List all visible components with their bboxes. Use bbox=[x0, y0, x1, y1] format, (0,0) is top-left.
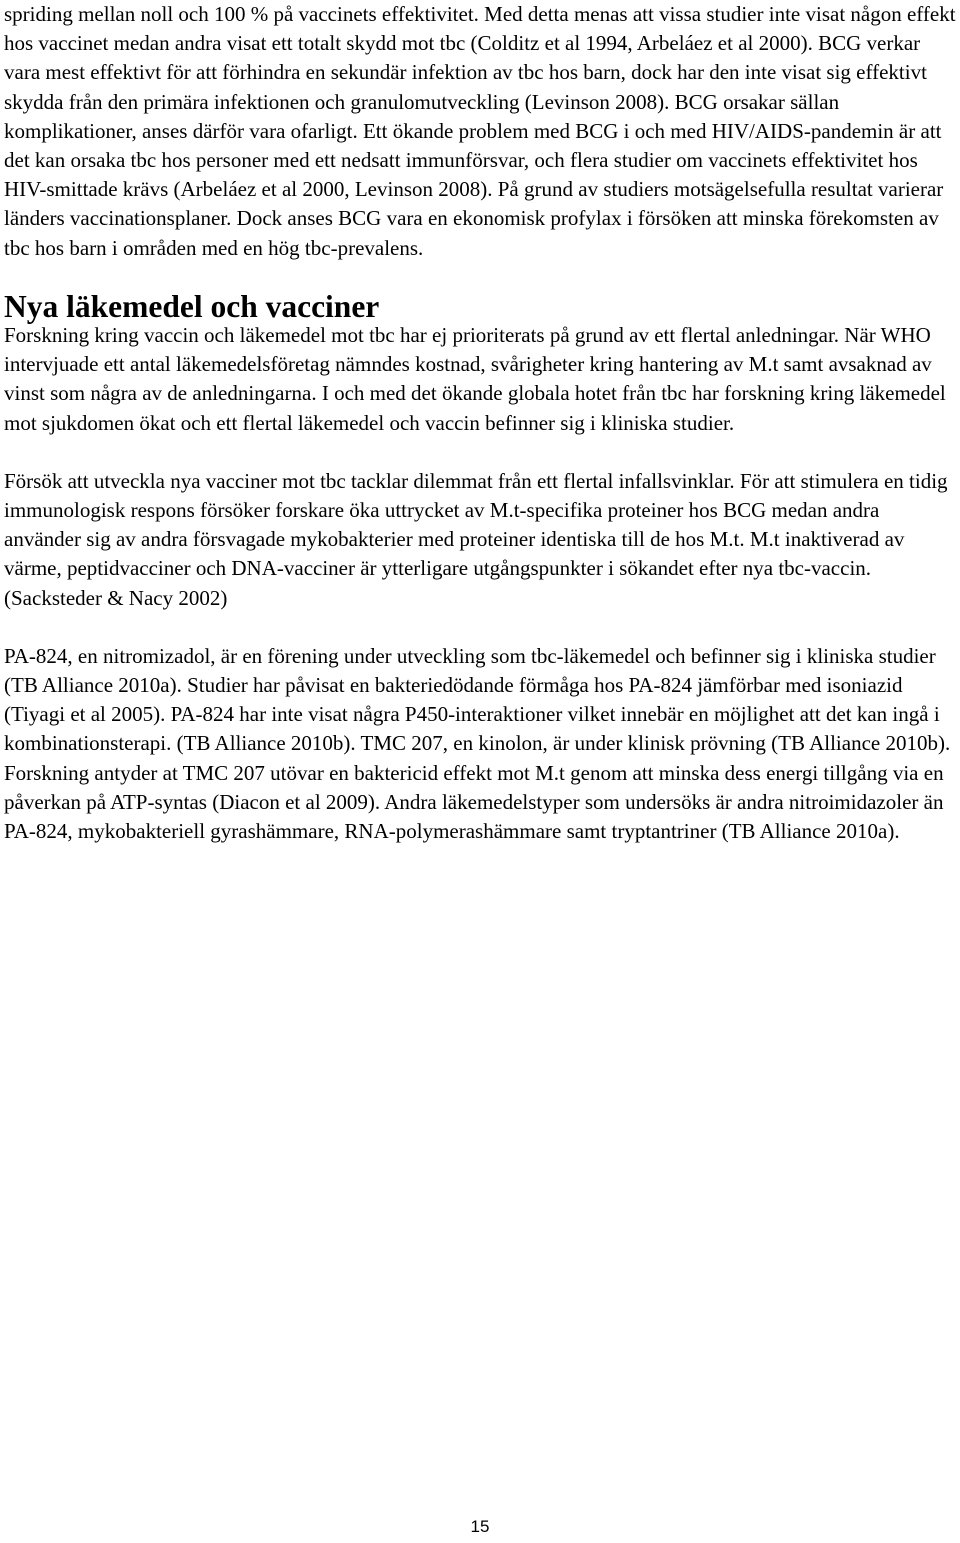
body-paragraph-new-vaccines: Försök att utveckla nya vacciner mot tbc tacklar dilemmat från ett flertal infallsvinklar. För att stimulera en tidig immunologisk respons försöker forskare öka uttrycket av M.t-specifika proteiner hos BCG medan andra använder sig av andra försvagade mykobakterier med proteiner identiska till de hos M.t. M.t inaktiverad av värme, peptidvacciner och DNA-vacciner är ytterligare utgångspunkter i sökandet efter nya tbc-vaccin. (Sacksteder & Nacy 2002) bbox=[4, 468, 948, 610]
body-paragraph-bcg-effectiveness: spriding mellan noll och 100 % på vaccinets effektivitet. Med detta menas att vissa studier inte visat någon effekt hos vaccinet medan andra visat ett totalt skydd mot tbc (Colditz et al 1994, Arbeláez et al 2000). BCG verkar vara mest effektivt för att förhindra en sekundär infektion av tbc hos barn, dock har den inte visat sig effektivt skydda från den primära infektionen och granulomutveckling (Levinson 2008). BCG orsakar sällan komplikationer, anses därför vara ofarligt. Ett ökande problem med BCG i och med HIV/AIDS-pandemin är att det kan orsaka tbc hos personer med ett nedsatt immunförsvar, och flera studier om vaccinets effektivitet hos HIV-smittade krävs (Arbeláez et al 2000, Levinson 2008). På grund av studiers motsägelsefulla resultat varierar länders vaccinationsplaner. Dock anses BCG vara en ekonomisk profylax i försöken att minska förekomsten av tbc hos barn i områden med en hög tbc-prevalens. bbox=[4, 2, 956, 260]
body-paragraph-pa824-tmc207: PA-824, en nitromizadol, är en förening under utveckling som tbc-läkemedel och befinner sig i kliniska studier (TB Alliance 2010a). Studier har påvisat en bakteriedödande förmåga hos PA-824 jämförbar med isoniazid (Tiyagi et al 2005). PA-824 har inte visat några P450-interaktioner vilket innebär en möjlighet att det kan ingå i kombinationsterapi. (TB Alliance 2010b). TMC 207, en kinolon, är under klinisk prövning (TB Alliance 2010b). Forskning antyder at TMC 207 utövar en baktericid effekt mot M.t genom att minska dess energi tillgång via en påverkan på ATP-syntas (Diacon et al 2009). Andra läkemedelstyper som undersöks är andra nitroimidazoler än PA-824, mykobakteriell gyrashämmare, RNA-polymerashämmare samt tryptantriner (TB Alliance 2010a). bbox=[4, 643, 951, 844]
document-page bbox=[4, 0, 956, 846]
section-heading-new-drugs-vaccines: Nya läkemedel och vacciner bbox=[4, 288, 380, 324]
page-number: 15 bbox=[470, 1517, 490, 1536]
body-paragraph-research-priority: Forskning kring vaccin och läkemedel mot tbc har ej prioriterats på grund av ett flertal anledningar. När WHO intervjuade ett antal läkemedelsföretag nämndes kostnad, svårigheter kring hantering av M.t samt avsaknad av vinst som några av de anledningarna. I och med det ökande globala hotet från tbc har forskning kring läkemedel mot sjukdomen ökat och ett flertal läkemedel och vaccin befinner sig i kliniska studier. bbox=[4, 323, 946, 435]
